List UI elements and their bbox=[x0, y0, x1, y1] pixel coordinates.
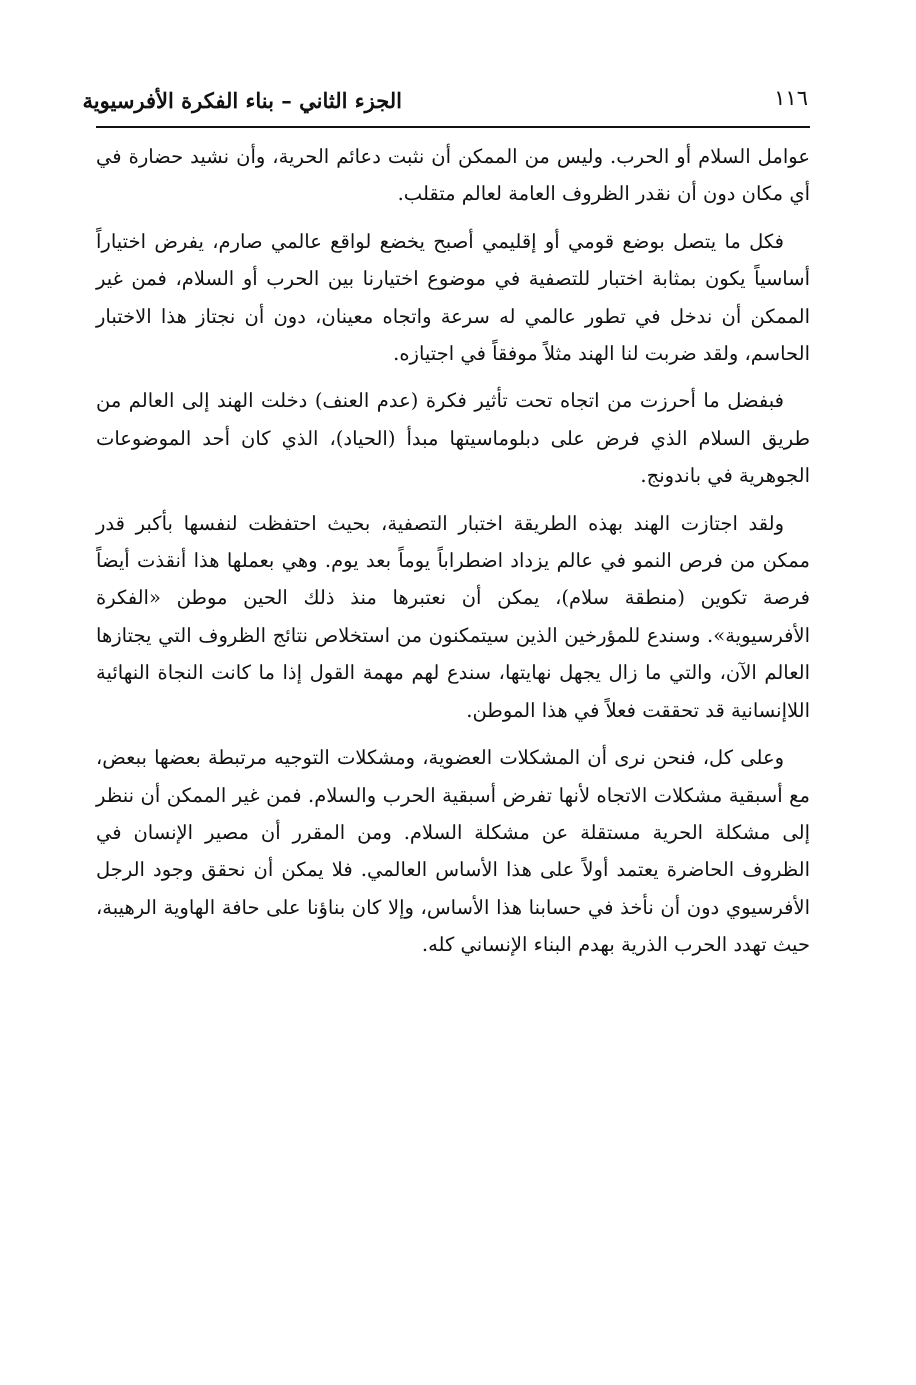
header-divider bbox=[96, 126, 810, 128]
page-number: ١١٦ bbox=[774, 86, 808, 110]
paragraph: ولقد اجتازت الهند بهذه الطريقة اختبار التصفية، بحيث احتفظت لنفسها بأكبر قدر ممكن من فرص النمو في عالم يزداد اضطراباً يوماً بعد يوم. وهي بعملها هذا أنقذت أيضاً فرصة تكوين (منطقة سلام)، يمكن أن نعتبرها منذ ذلك الحين موطن «الفكرة الأفرسيوية». وسندع للمؤرخين الذين سيتمكنون من استخلاص نتائج الظروف التي يجتازها العالم الآن، والتي ما زال يجهل نهايتها، سندع لهم مهمة القول إذا ما كانت النجاة النهائية اللاإنسانية قد تحققت فعلاً في هذا الموطن. bbox=[96, 511, 810, 722]
page-header bbox=[82, 84, 810, 120]
paragraph: فبفضل ما أحرزت من اتجاه تحت تأثير فكرة (عدم العنف) دخلت الهند إلى العالم من طريق السلام الذي فرض على دبلوماسيتها مبدأ (الحياد)، الذي كان أحد الموضوعات الجوهرية في باندونج. bbox=[96, 389, 810, 488]
paragraph: فكل ما يتصل بوضع قومي أو إقليمي أصبح يخضع لواقع عالمي صارم، يفرض اختياراً أساسياً يكون بمثابة اختبار للتصفية في موضوع اختيارنا بين الحرب أو السلام، فمن غير الممكن أن ندخل في تطور عالمي له سرعة واتجاه معينان، دون أن نجتاز هذا الاختبار الحاسم، ولقد ضربت لنا الهند مثلاً موفقاً في اجتيازه. bbox=[96, 229, 810, 366]
paragraph: عوامل السلام أو الحرب. وليس من الممكن أن نثبت دعائم الحرية، وأن نشيد حضارة في أي مكان دون أن نقدر الظروف العامة لعالم متقلب. bbox=[96, 145, 810, 206]
body-text bbox=[96, 138, 810, 974]
paragraph: وعلى كل، فنحن نرى أن المشكلات العضوية، ومشكلات التوجيه مرتبطة بعضها ببعض، مع أسبقية مشكلات الاتجاه لأنها تفرض أسبقية الحرب والسلام. فمن غير الممكن أن ننظر إلى مشكلة الحرية مستقلة عن مشكلة السلام. ومن المقرر أن مصير الإنسان في الظروف الحاضرة يعتمد أولاً على هذا الأساس العالمي. فلا يمكن أن نحقق وجود الرجل الأفرسيوي دون أن نأخذ في حسابنا هذا الأساس، وإلا كان بناؤنا على حافة الهاوية الرهيبة، حيث تهدد الحرب الذرية بهدم البناء الإنساني كله. bbox=[96, 746, 810, 957]
running-title: الجزء الثاني – بناء الفكرة الأفرسيوية bbox=[82, 88, 402, 113]
